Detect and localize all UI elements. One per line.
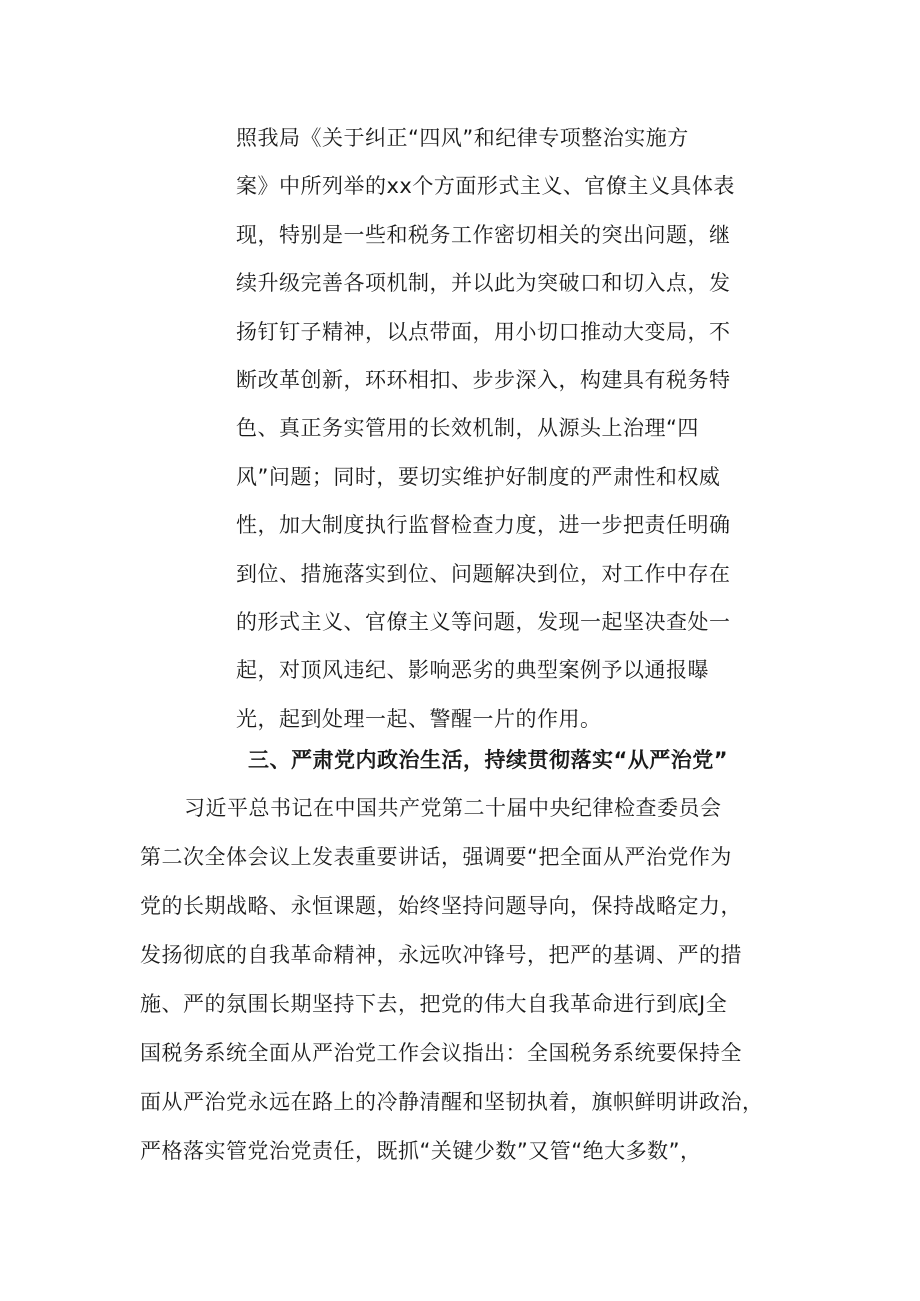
body-paragraph: [140, 784, 820, 1176]
paragraph-line: 起，对顶风违纪、影响恶劣的典型案例予以通报曝: [236, 658, 709, 683]
paragraph-line: 面从严治党永远在路上的冷静清醒和坚韧执着，旗帜鲜明讲政治，: [140, 1090, 764, 1114]
paragraph-line: 的形式主义、官僚主义等问题，发现一起坚决查处一: [236, 609, 731, 634]
paragraph-line: 严格落实管党治党责任，既抓“关键少数”又管“绝大多数”，: [140, 1139, 702, 1163]
paragraph-line: 发扬彻底的自我革命精神，永远吹冲锋号，把严的基调、严的措: [140, 943, 742, 967]
section-heading: 三、严肃党内政治生活，持续贯彻落实“从严治党”: [248, 748, 729, 772]
paragraph-line: 扬钉钉子精神，以点带面，用小切口推动大变局，不: [236, 319, 731, 344]
paragraph-line: 案》中所列举的xx个方面形式主义、官僚主义具体表: [236, 174, 735, 199]
paragraph-line: 断改革创新，环环相扣、步步深入，构建具有税务特: [236, 367, 731, 392]
paragraph-line: 第二次全体会议上发表重要讲话，强调要“把全面从严治党作为: [140, 845, 732, 869]
paragraph-line: 到位、措施落实到位、问题解决到位，对工作中存在: [236, 561, 731, 586]
paragraph-line: 施、严的氛围长期坚持下去，把党的伟大自我革命进行到底J全: [140, 992, 728, 1016]
paragraph-line: 习近平总书记在中国共产党第二十届中央纪律检查委员会: [184, 796, 722, 820]
paragraph-line: 现，特别是一些和税务工作密切相关的突出问题，继: [236, 222, 731, 247]
paragraph-line: 光，起到处理一起、警醒一片的作用。: [236, 706, 602, 731]
paragraph-line: 性，加大制度执行监督检查力度，进一步把责任明确: [236, 513, 731, 538]
paragraph-line: 党的长期战略、永恒课题，始终坚持问题导向，保持战略定力，: [140, 894, 742, 918]
paragraph-line: 风”问题；同时，要切实维护好制度的严肃性和权威: [236, 464, 721, 489]
paragraph-line: 国税务系统全面从严治党工作会议指出：全国税务系统要保持全: [140, 1041, 742, 1065]
paragraph-line: 续升级完善各项机制，并以此为突破口和切入点，发: [236, 271, 731, 296]
paragraph-line: 色、真正务实管用的长效机制，从源头上治理“四: [236, 416, 699, 441]
indented-paragraph: [236, 114, 796, 743]
paragraph-line: 照我局《关于纠正“四风”和纪律专项整治实施方: [236, 126, 689, 150]
